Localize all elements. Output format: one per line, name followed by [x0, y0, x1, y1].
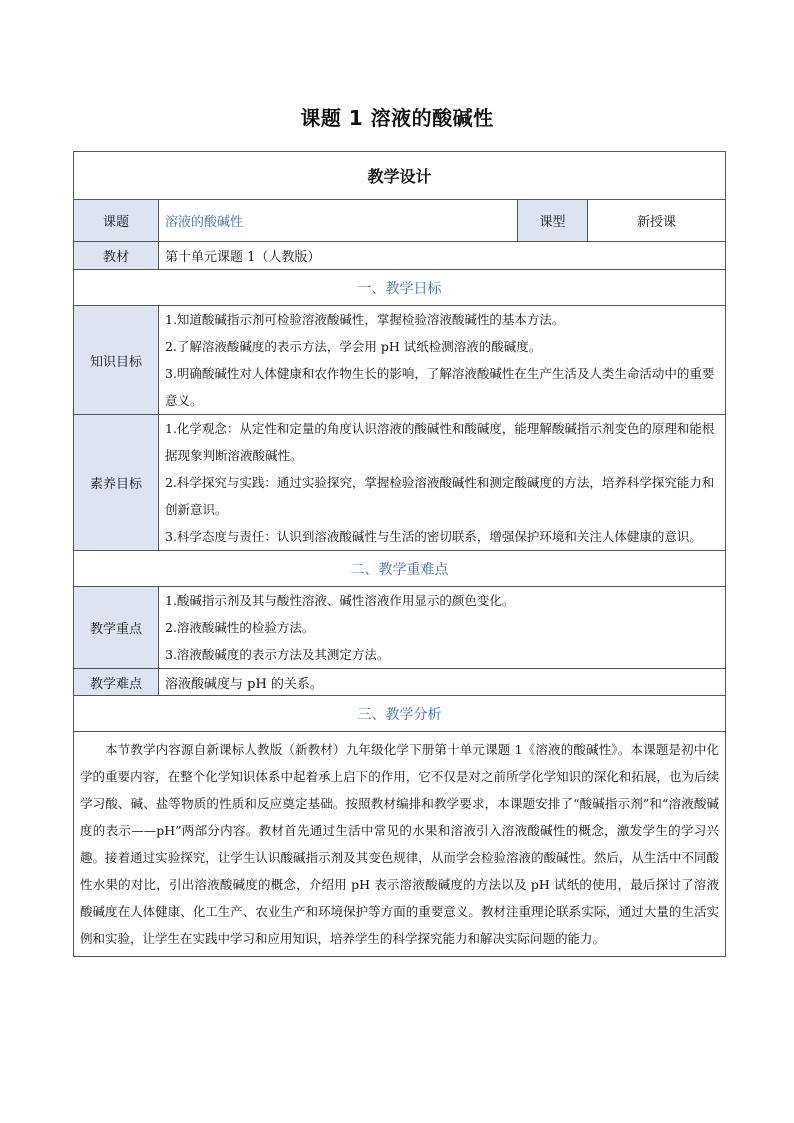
literacy-label: 素养目标 [74, 415, 159, 551]
hard-points-label: 教学难点 [74, 669, 159, 696]
page-title: 课题 1 溶液的酸碱性 [300, 106, 494, 130]
type-label: 课型 [518, 200, 588, 242]
topic-value: 溶液的酸碱性 [159, 200, 518, 242]
literacy-item: 1.化学观念：从定性和定量的角度认识溶液的酸碱性和酸碱度，能理解酸碱指示剂变色的原理和能根据现象判断溶液酸碱性。 [165, 421, 715, 463]
section-goals: 一、教学日标 [74, 270, 726, 306]
type-value: 新授课 [588, 200, 726, 242]
hard-points-value: 溶液酸碱度与 pH 的关系。 [159, 669, 726, 696]
section-analysis: 三、教学分析 [74, 696, 726, 732]
key-points-label: 教学重点 [74, 587, 159, 669]
literacy-item: 3.科学态度与责任：认识到溶液酸碱性与生活的密切联系，增强保护环境和关注人体健康的意识。 [165, 529, 702, 544]
knowledge-item: 1.知道酸碱指示剂可检验溶液酸碱性，掌握检验溶液酸碱性的基本方法。 [165, 312, 565, 327]
table-header: 教学设计 [74, 152, 726, 200]
knowledge-item: 2.了解溶液酸碱度的表示方法，学会用 pH 试纸检测溶液的酸碱度。 [165, 339, 542, 354]
knowledge-item: 3.明确酸碱性对人体健康和农作物生长的影响，了解溶液酸碱性在生产生活及人类生命活动中的重要意义。 [165, 366, 715, 408]
knowledge-label: 知识目标 [74, 306, 159, 415]
key-point-item: 3.溶液酸碱度的表示方法及其测定方法。 [165, 647, 390, 662]
literacy-list [159, 415, 726, 551]
knowledge-list [159, 306, 726, 415]
material-label: 教材 [74, 242, 159, 270]
section-difficulty: 二、教学重难点 [74, 551, 726, 587]
topic-label: 课题 [74, 200, 159, 242]
material-value: 第十单元课题 1（人教版） [159, 242, 726, 270]
key-point-item: 1.酸碱指示剂及其与酸性溶液、碱性溶液作用显示的颜色变化。 [165, 593, 515, 608]
literacy-item: 2.科学探究与实践：通过实验探究，掌握检验溶液酸碱性和测定酸碱度的方法，培养科学探究能力和创新意识。 [165, 475, 715, 517]
analysis-paragraph: 本节教学内容源自新课标人教版（新教材）九年级化学下册第十单元课题 1《溶液的酸碱性》。本课题是初中化学的重要内容，在整个化学知识体系中起着承上启下的作用，它不仅是对之前所学化学知识的深化和拓展，也为后续学习酸、碱、盐等物质的性质和反应奠定基础。按照教材编排和教学要求，本课题安排了“酸碱指示剂”和“溶液酸碱度的表示——pH”两部分内容。教材首先通过生活中常见的水果和溶液引入溶液酸碱性的概念，激发学生的学习兴趣。接着通过实验探究，让学生认识酸碱指示剂及其变色规律，从而学会检验溶液的酸碱性。然后，从生活中不同酸性水果的对比，引出溶液酸碱度的概念，介绍用 pH 表示溶液酸碱度的方法以及 pH 试纸的使用，最后探讨了溶液酸碱度在人体健康、化工生产、农业生产和环境保护等方面的重要意义。教材注重理论联系实际，通过大量的生活实例和实验，让学生在实践中学习和应用知识，培养学生的科学探究能力和解决实际问题的能力。 [80, 742, 720, 946]
key-point-item: 2.溶液酸碱性的检验方法。 [165, 620, 315, 635]
lesson-plan-table [73, 151, 726, 957]
analysis-cell [74, 732, 726, 957]
key-points-list [159, 587, 726, 669]
